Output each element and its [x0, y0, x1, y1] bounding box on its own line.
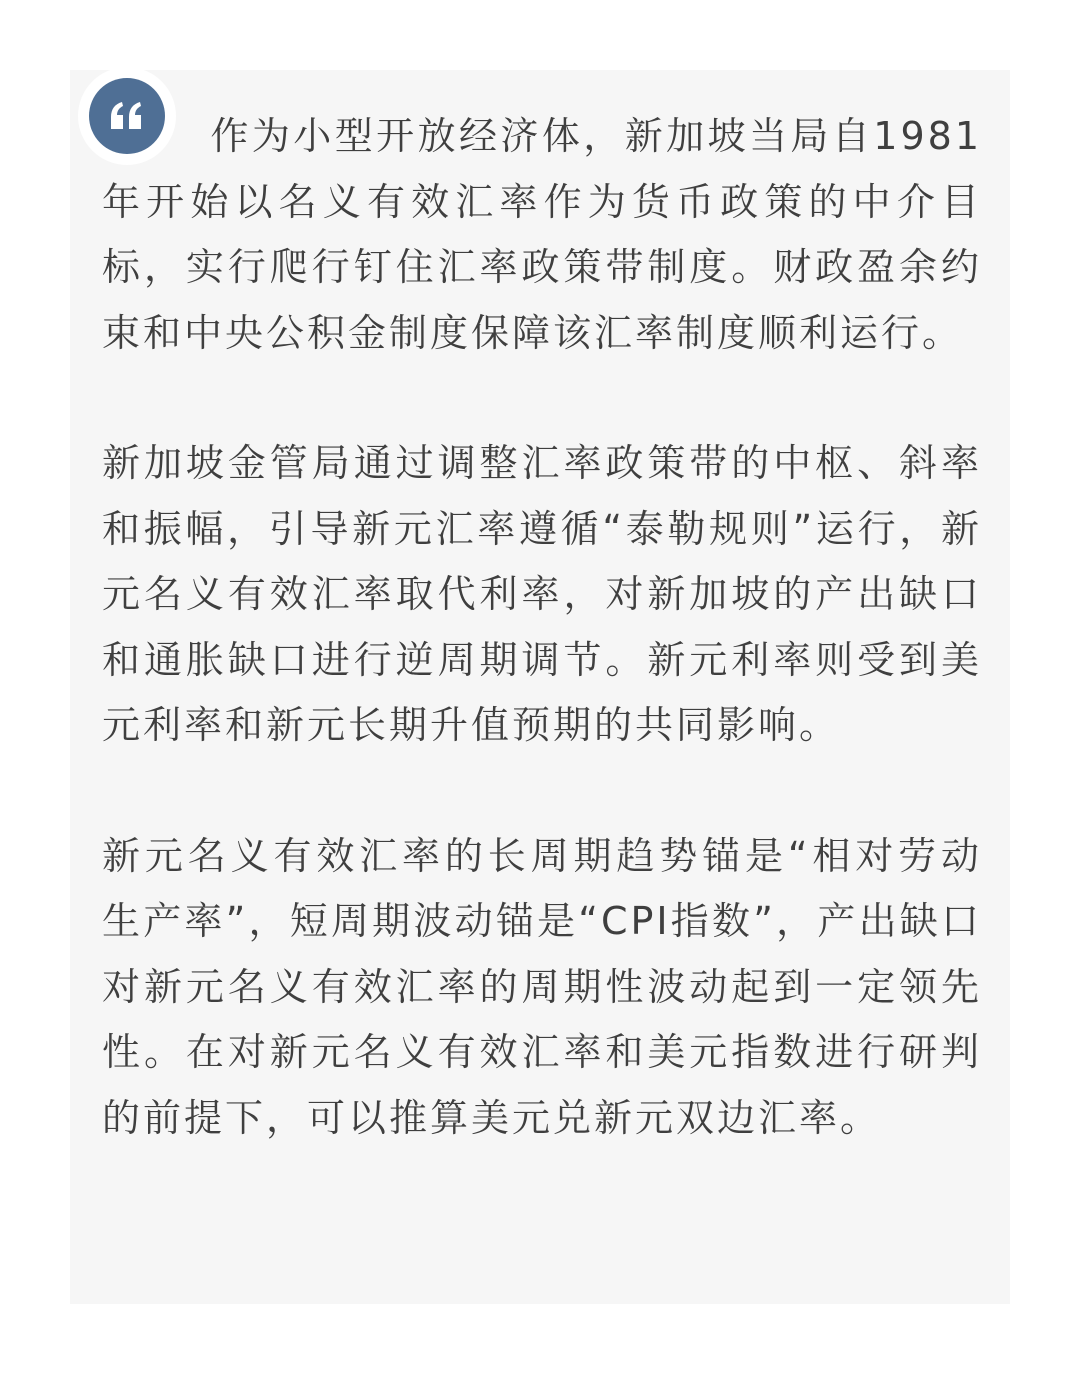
quote-card — [70, 70, 1010, 1304]
quote-paragraph-1 — [102, 104, 982, 366]
quote-paragraph-2: 新加坡金管局通过调整汇率政策带的中枢、斜率和振幅，引导新元汇率遵循“泰勒规则”运行，新元名义有效汇率取代利率，对新加坡的产出缺口和通胀缺口进行逆周期调节。新元利率则受到美元利率和新元长期升值预期的共同影响。 — [102, 441, 982, 747]
quote-text — [102, 104, 982, 1151]
quote-paragraph-3: 新元名义有效汇率的长周期趋势锚是“相对劳动生产率”，短周期波动锚是“CPI指数”，产出缺口对新元名义有效汇率的周期性波动起到一定领先性。在对新元名义有效汇率和美元指数进行研判的前提下，可以推算美元兑新元双边汇率。 — [102, 833, 982, 1140]
quote-paragraph-1-text: 作为小型开放经济体，新加坡当局自1981年开始以名义有效汇率作为货币政策的中介目标，实行爬行钉住汇率政策带制度。财政盈余约束和中央公积金制度保障该汇率制度顺利运行。 — [102, 114, 982, 355]
